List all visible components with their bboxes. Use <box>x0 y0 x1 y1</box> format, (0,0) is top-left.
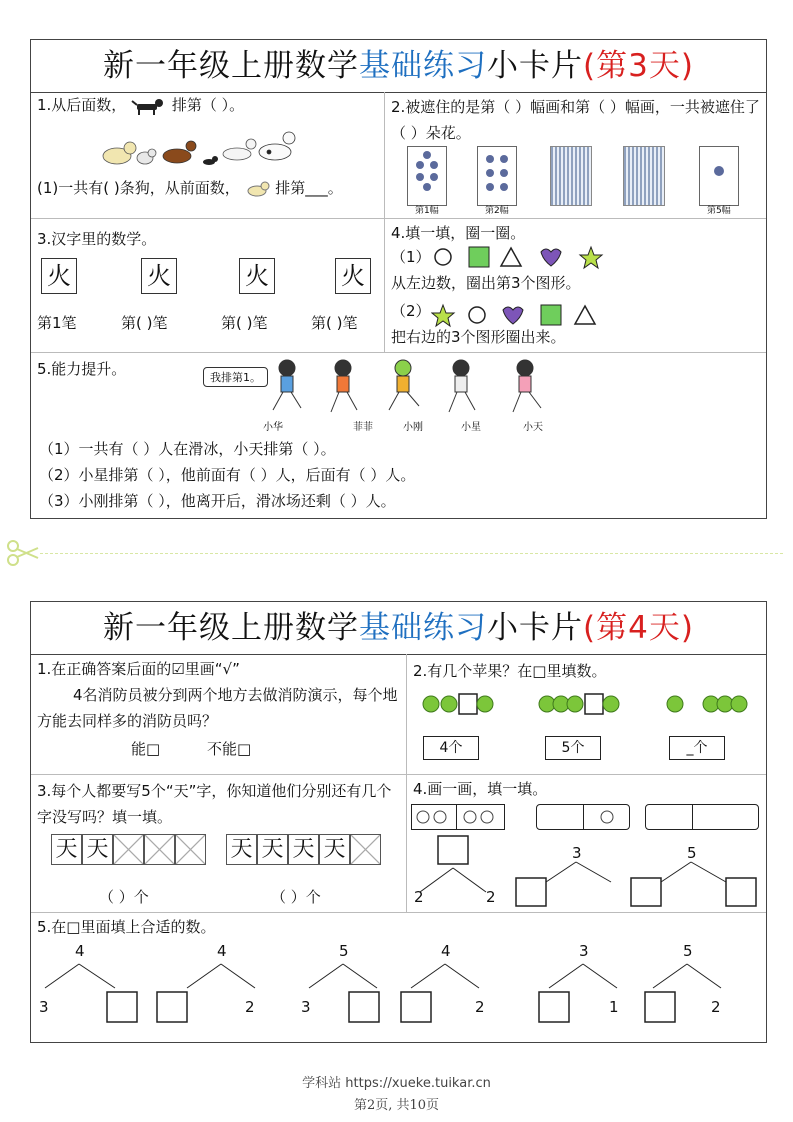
q4-part1: （1） <box>391 248 431 266</box>
skater-name-2: 菲菲 <box>353 422 373 433</box>
picture-1 <box>407 146 447 206</box>
apples-illustration <box>419 686 764 722</box>
q4-prompt: 4.填一填，圈一圈。 <box>391 224 526 242</box>
dog-icon <box>131 96 167 116</box>
q4-bond3-top: 5 <box>687 844 697 862</box>
q4-bonds <box>406 832 766 912</box>
q5-line-3: （3）小刚排第（ ），他离开后，滑冰场还剩（ ）人。 <box>39 492 396 510</box>
q5-bond4-top: 4 <box>441 942 451 960</box>
q5-prompt: 5.在□里面填上合适的数。 <box>37 918 216 936</box>
q5-bonds <box>31 958 766 1028</box>
apple-count-3[interactable]: _个 <box>669 736 725 760</box>
picture-label-2: 第2幅 <box>485 206 509 216</box>
answer-yes[interactable]: 能□ <box>131 740 161 758</box>
skater-name-4: 小星 <box>461 422 481 433</box>
flower-icon <box>700 147 738 205</box>
q1-prompt: 1.从后面数， 排第（ ）。 <box>37 96 245 114</box>
q5-bond6-top: 5 <box>683 942 693 960</box>
q4-bond1-right: 2 <box>486 888 496 906</box>
q5-bond2-top: 4 <box>217 942 227 960</box>
stroke-label-4: 第( )笔 <box>311 314 358 332</box>
card-title: 新一年级上册数学基础练习小卡片(第3天) <box>31 40 766 93</box>
curtain-4 <box>623 146 665 206</box>
card-title: 新一年级上册数学基础练习小卡片(第4天) <box>31 602 766 655</box>
skater-name-3: 小刚 <box>403 422 423 433</box>
speech-bubble: 我排第1。 <box>203 367 268 387</box>
char-box-4: 火 <box>335 258 371 294</box>
q5-bond1-left: 3 <box>39 998 49 1016</box>
q5-line-1: （1）一共有（ ）人在滑冰，小天排第（ ）。 <box>39 440 336 458</box>
curtain-3 <box>550 146 592 206</box>
flower-icon <box>478 147 516 205</box>
stroke-label-2: 第( )笔 <box>121 314 168 332</box>
dog-icon-light <box>245 179 271 199</box>
char-box-3: 火 <box>239 258 275 294</box>
flower-icon <box>408 147 446 205</box>
q5-bond2-right: 2 <box>245 998 255 1016</box>
q5-line-2: （2）小星排第（ ），他前面有（ ）人，后面有（ ）人。 <box>39 466 416 484</box>
picture-label-1: 第1幅 <box>415 206 439 216</box>
skater-name-1: 小华 <box>263 422 283 433</box>
q5-bond4-right: 2 <box>475 998 485 1016</box>
apple-count-2: 5个 <box>545 736 601 760</box>
skaters-illustration <box>271 358 551 420</box>
tian-grid: 天 <box>51 834 82 865</box>
split-bar-1 <box>411 804 505 830</box>
picture-5 <box>699 146 739 206</box>
answer-no[interactable]: 不能□ <box>207 740 252 758</box>
scissors-icon <box>6 538 40 568</box>
q1-body: 4名消防员被分到两个地方去做消防演示，每个地方能去同样多的消防员吗？ <box>37 686 398 730</box>
char-box-2: 火 <box>141 258 177 294</box>
tian-grid: 天 <box>82 834 113 865</box>
char-box-1: 火 <box>41 258 77 294</box>
tian-grid: 天 <box>257 834 288 865</box>
dogs-illustration <box>97 126 297 176</box>
q5-bond5-top: 3 <box>579 942 589 960</box>
picture-2 <box>477 146 517 206</box>
apple-count-1: 4个 <box>423 736 479 760</box>
shapes-row-1 <box>431 244 611 270</box>
q4-part2-text: 把右边的3个图形圈出来。 <box>391 328 566 346</box>
tian-grid-empty[interactable] <box>350 834 381 865</box>
q5-bond6-right: 2 <box>711 998 721 1016</box>
split-bar-2 <box>536 804 630 830</box>
shapes-row-2 <box>431 302 611 328</box>
stroke-label-3: 第( )笔 <box>221 314 268 332</box>
q4-prompt: 4.画一画，填一填。 <box>413 780 548 798</box>
q5-bond1-top: 4 <box>75 942 85 960</box>
card-day3 <box>30 39 767 519</box>
q5-bond3-left: 3 <box>301 998 311 1016</box>
q5-prompt: 5.能力提升。 <box>37 360 127 378</box>
cut-line <box>40 553 783 554</box>
q3-prompt: 3.汉字里的数学。 <box>37 230 157 248</box>
q3-prompt: 3.每个人都要写5个“天”字，你知道他们分别还有几个字没写吗？填一填。 <box>37 782 392 826</box>
q2-prompt: 2.有几个苹果？在□里填数。 <box>413 662 607 680</box>
q2-prompt: 2.被遮住的是第（ ）幅画和第（ ）幅画，一共被遮住了（ ）朵花。 <box>391 98 760 142</box>
q5-bond3-top: 5 <box>339 942 349 960</box>
skater-name-5: 小天 <box>523 422 543 433</box>
tian-grid-empty[interactable] <box>144 834 175 865</box>
q1-prompt: 1.在正确答案后面的☑里画“√” <box>37 660 240 678</box>
q1-sub: (1)一共有( )条狗，从前面数， 排第___。 <box>37 179 343 197</box>
card-day4 <box>30 601 767 1043</box>
circles-icon <box>412 805 504 829</box>
q4-part1-text: 从左边数，圈出第3个图形。 <box>391 274 581 292</box>
tian-grid: 天 <box>226 834 257 865</box>
tian-grid: 天 <box>288 834 319 865</box>
tian-grid-empty[interactable] <box>113 834 144 865</box>
q4-bond1-left: 2 <box>414 888 424 906</box>
tian-grid-empty[interactable] <box>175 834 206 865</box>
q3-blank-1: （ ）个 <box>99 888 149 906</box>
q4-part2: （2） <box>391 302 431 320</box>
q4-bond2-top: 3 <box>572 844 582 862</box>
q3-blank-2: （ ）个 <box>271 888 321 906</box>
tian-grid: 天 <box>319 834 350 865</box>
q5-bond5-right: 1 <box>609 998 619 1016</box>
stroke-label-1: 第1笔 <box>37 314 77 332</box>
picture-label-5: 第5幅 <box>707 206 731 216</box>
footer-site: 学科站 https://xueke.tuikar.cn <box>302 1076 491 1091</box>
split-bar-3 <box>645 804 759 830</box>
footer-page: 第2页, 共10页 <box>353 1098 440 1113</box>
